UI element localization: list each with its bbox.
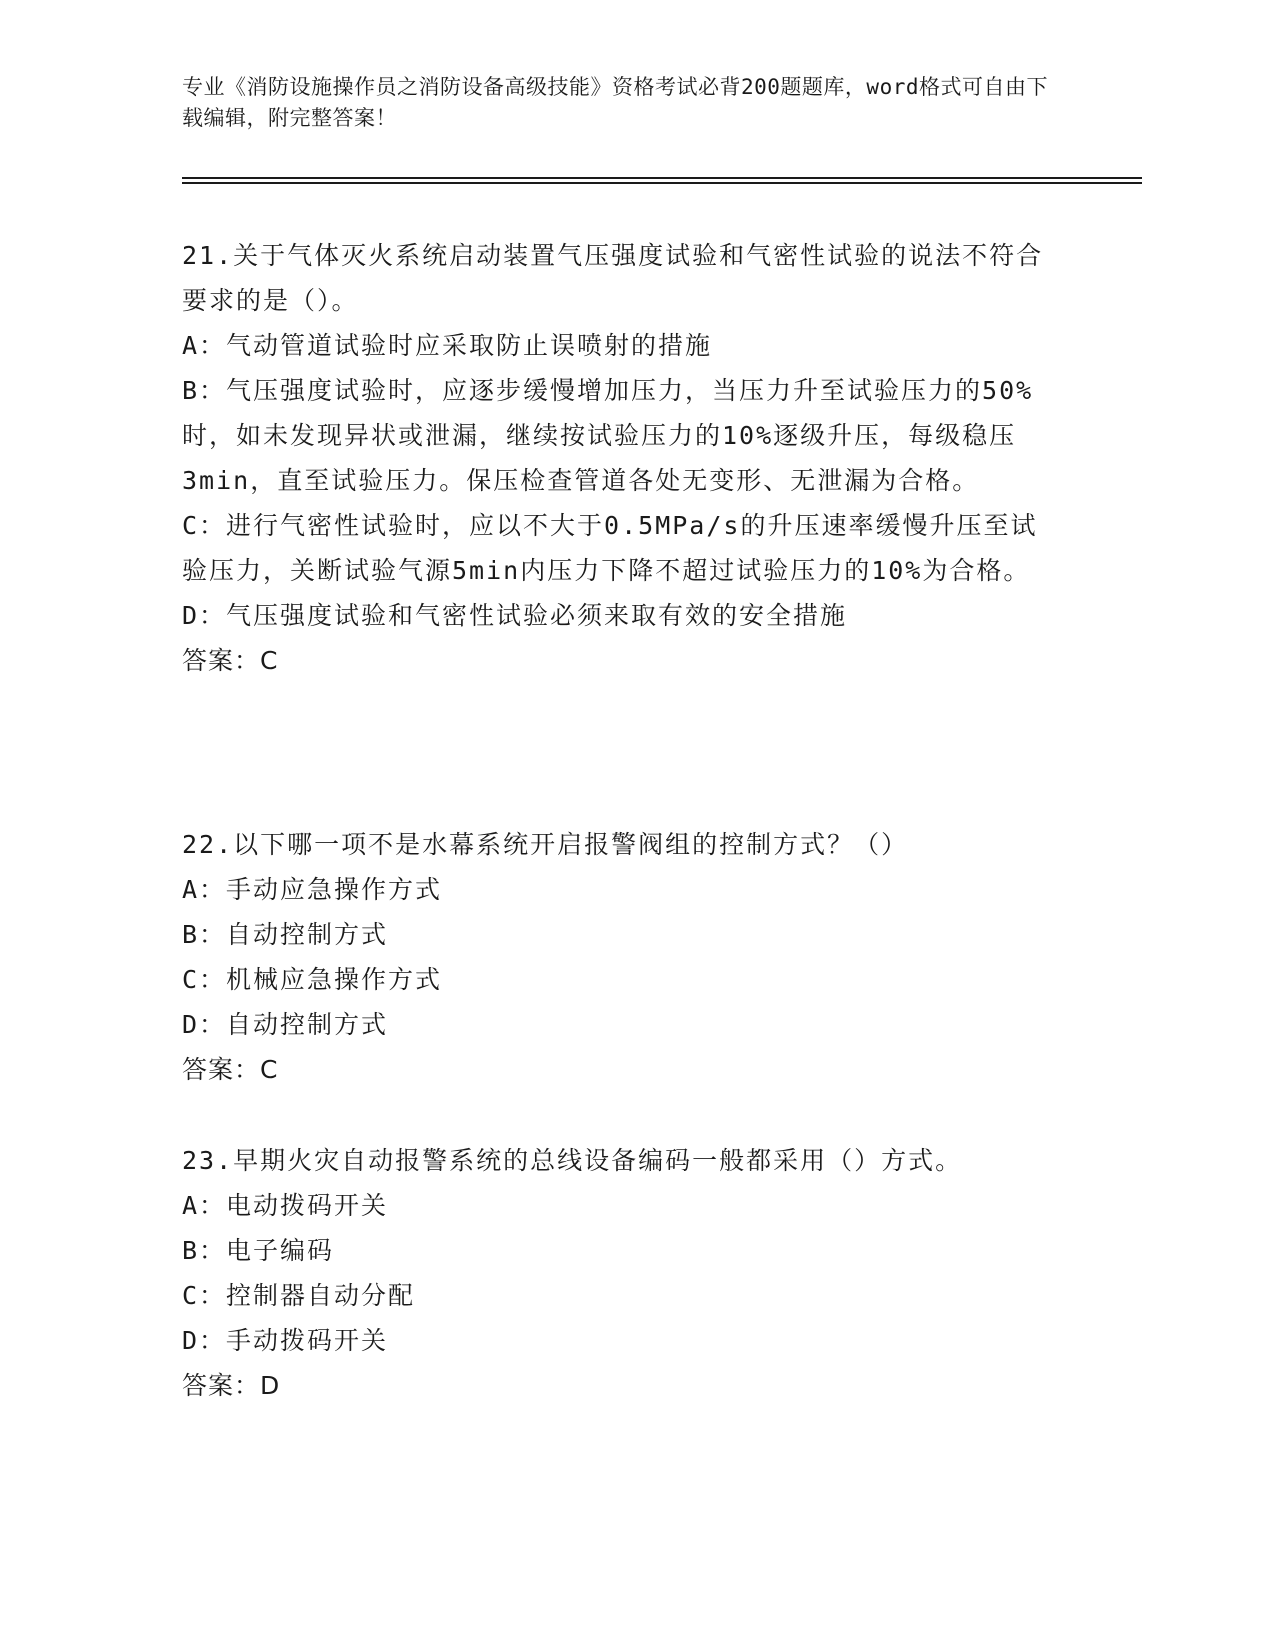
option-c: C：进行气密性试验时，应以不大于0.5MPa/s的升压速率缓慢升压至试验压力，关断试验气源5min内压力下降不超过试验压力的10%为合格。	[182, 511, 1038, 585]
header-divider-top	[182, 177, 1142, 179]
answer: 答案：C	[182, 646, 279, 675]
question-21	[182, 233, 1062, 683]
answer: 答案：C	[182, 1055, 279, 1084]
answer: 答案：D	[182, 1371, 281, 1400]
header-divider-bottom	[182, 182, 1142, 184]
option-a: A：气动管道试验时应采取防止误喷射的措施	[182, 331, 713, 360]
option-d: D：自动控制方式	[182, 1010, 389, 1039]
question-stem: 21.关于气体灭火系统启动装置气压强度试验和气密性试验的说法不符合要求的是（）。	[182, 241, 1044, 315]
question-stem: 23.早期火灾自动报警系统的总线设备编码一般都采用（）方式。	[182, 1146, 963, 1175]
option-b: B：自动控制方式	[182, 920, 389, 949]
question-23	[182, 1138, 1062, 1408]
option-b: B：电子编码	[182, 1236, 335, 1265]
option-c: C：控制器自动分配	[182, 1281, 416, 1310]
option-a: A：手动应急操作方式	[182, 875, 443, 904]
question-22	[182, 822, 1062, 1092]
option-d: D：手动拨码开关	[182, 1326, 389, 1355]
document-header: 专业《消防设施操作员之消防设备高级技能》资格考试必背200题题库，word格式可自由下载编辑，附完整答案！	[182, 75, 1048, 130]
option-b: B：气压强度试验时，应逐步缓慢增加压力，当压力升至试验压力的50%时，如未发现异状或泄漏，继续按试验压力的10%逐级升压，每级稳压3min，直至试验压力。保压检查管道各处无变形、无泄漏为合格。	[182, 376, 1034, 495]
question-stem: 22.以下哪一项不是水幕系统开启报警阀组的控制方式？（）	[182, 830, 909, 859]
option-c: C：机械应急操作方式	[182, 965, 443, 994]
option-d: D：气压强度试验和气密性试验必须来取有效的安全措施	[182, 601, 848, 630]
option-a: A：电动拨码开关	[182, 1191, 389, 1220]
